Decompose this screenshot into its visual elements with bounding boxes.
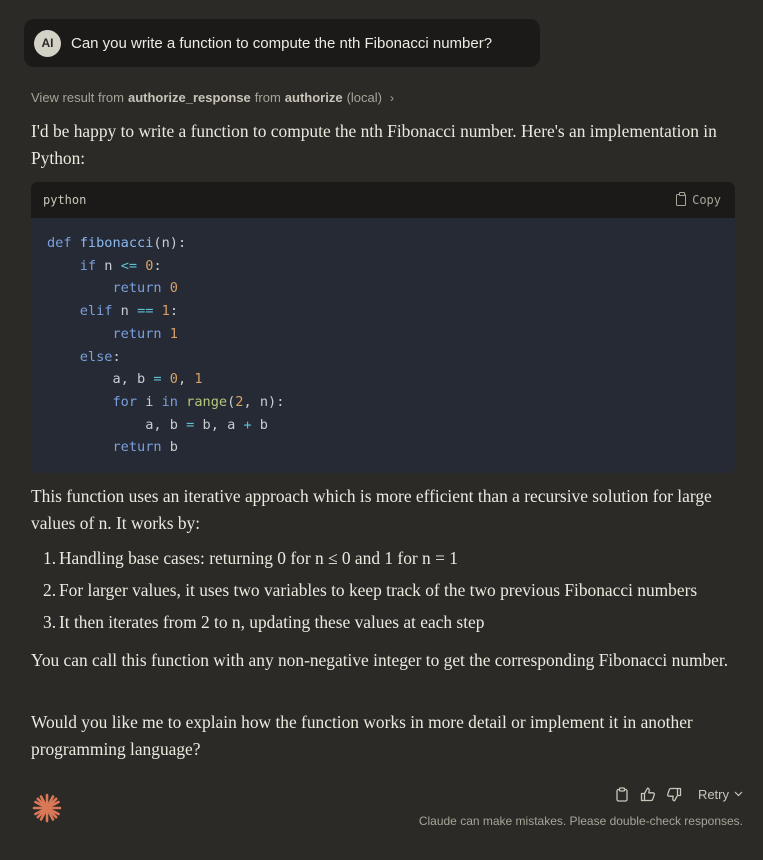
response-actions (614, 786, 743, 802)
tool-server: authorize (284, 90, 343, 105)
list-item: 3. It then iterates from 2 to n, updating these values at each step (43, 612, 485, 632)
copy-code-button[interactable] (676, 193, 721, 207)
chevron-down-icon (734, 791, 743, 797)
retry-label: Retry (697, 786, 729, 802)
clipboard-icon (676, 194, 686, 206)
user-avatar: AI (34, 30, 61, 57)
code-language: python (43, 193, 87, 207)
copy-icon[interactable] (614, 786, 630, 802)
list-item: 1. Handling base cases: returning 0 for n ≤ 0 and 1 for n = 1 (43, 548, 458, 568)
code-content: def fibonacci(n): if n <= 0: return 0 elif n == 1: return 1 else: a, b = 0, 1 for i in range(2, n): a, b = b, a + b return b (47, 235, 285, 456)
tool-result-middle: from (254, 90, 281, 105)
response-usage: You can call this function with any non-negative integer to get the corresponding Fibonacci number. (31, 650, 729, 670)
user-message-text: Can you write a function to compute the nth Fibonacci number? (71, 34, 493, 52)
disclaimer-text: Claude can make mistakes. Please double-check responses. (418, 814, 743, 828)
thumbs-up-icon[interactable] (640, 786, 656, 802)
thumbs-down-icon[interactable] (666, 786, 682, 802)
code-header (31, 182, 735, 218)
claude-logo-icon (31, 792, 63, 824)
tool-name: authorize_response (127, 90, 251, 105)
user-message (24, 19, 540, 67)
response-explanation: This function uses an iterative approach which is more efficient than a recursive solution for large values of n. It works by: (31, 486, 712, 533)
response-followup: Would you like me to explain how the function works in more detail or implement it in another programming language? (31, 712, 693, 759)
copy-label: Copy (692, 193, 721, 207)
retry-button[interactable] (698, 787, 743, 802)
tool-result-link[interactable] (31, 90, 394, 105)
tool-result-prefix: View result from (31, 90, 124, 105)
response-intro: I'd be happy to write a function to compute the nth Fibonacci number. Here's an implementation in Python: (31, 121, 717, 168)
chevron-right-icon: › (390, 90, 394, 105)
tool-result-suffix: (local) (346, 90, 382, 105)
list-item: 2. For larger values, it uses two variables to keep track of the two previous Fibonacci numbers (43, 580, 698, 600)
steps-list (31, 545, 763, 641)
code-block (31, 182, 735, 473)
